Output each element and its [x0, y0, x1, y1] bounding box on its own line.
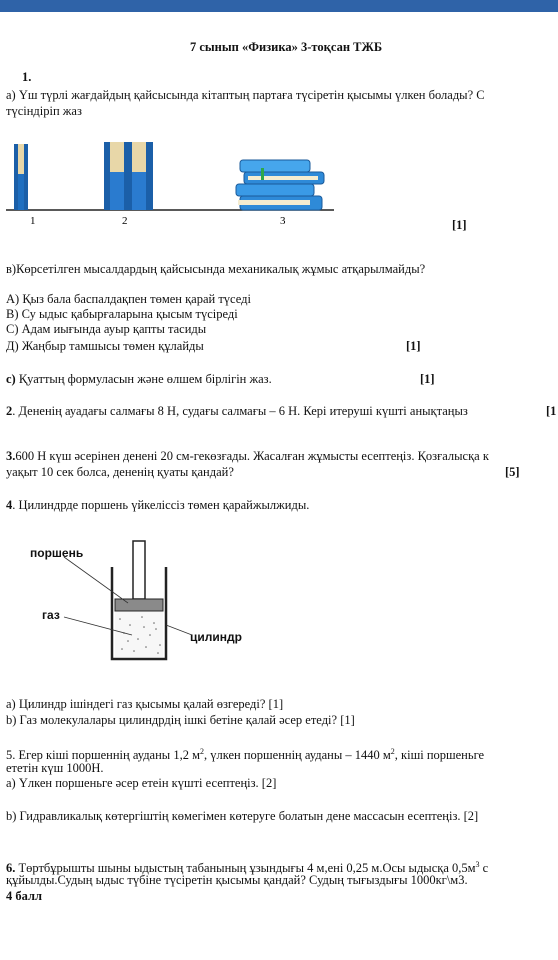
- q5-line1-c: , кіші поршеньге: [394, 748, 485, 763]
- q1-c-prefix: c): [6, 372, 16, 386]
- q1-c-text: Қуаттың формуласын және өлшем бірлігін жаз.: [15, 372, 272, 386]
- q3-score: [5]: [505, 465, 520, 479]
- q4-b: b) Газ молекулалары цилиндрдің ішкі бетіне қалай әсер етеді? [1]: [6, 713, 355, 727]
- q2-text: [6, 404, 468, 419]
- fig-label-2: 2: [122, 215, 128, 227]
- label-gas: газ: [42, 608, 60, 622]
- q3-line1: [6, 449, 489, 464]
- q3-number: 3.: [6, 449, 16, 463]
- page-title: 7 сынып «Физика» 3-тоқсан ТЖБ: [190, 40, 383, 54]
- label-cylinder: цилиндр: [190, 630, 242, 644]
- q2-number: 2: [6, 404, 13, 418]
- q5-line2: ететін күш 1000Н.: [6, 761, 104, 775]
- q1-c-question: [6, 372, 272, 387]
- q3-body: 600 Н күш әсерінен денені 20 см-гекөзғады. Жасалған жұмысты есептеңіз. Қозғалысқа к: [15, 449, 489, 463]
- q1-a-line1: а) Үш түрлі жағдайдың қайсысында кітаптың партаға түсіретін қысымы үлкен болады? С: [6, 88, 485, 102]
- q2-body: . Дененің ауадағы салмағы 8 Н, судағы салмағы – 6 Н. Кері итеруші күшті анықтаңыз: [12, 404, 468, 418]
- q1-a-score: [1]: [452, 218, 467, 232]
- top-bar: [0, 0, 558, 12]
- q5-sup-1: 2: [199, 747, 204, 756]
- q6-score: 4 балл: [6, 889, 43, 903]
- q3-line2: уақыт 10 сек болса, дененің қуаты қандай?: [6, 465, 234, 479]
- label-piston: поршень: [30, 546, 84, 560]
- q5-line1-b: , үлкен поршеннің ауданы – 1440 м: [203, 748, 391, 763]
- q5-sup-2: 2: [390, 747, 395, 756]
- q1-a-line2: түсіндіріп жаз: [6, 104, 82, 118]
- q1-option-d: Д) Жаңбыр тамшысы төмен құлайды: [6, 339, 204, 353]
- q6-line1-a: Төртбұрышты шыны ыдыстың табанының ұзындығы 4 м,ені 0,25 м.Осы ыдысқа 0,5м: [15, 861, 476, 876]
- q5-a: а) Үлкен поршеньге әсер етеін күшті есептеңіз. [2]: [6, 776, 277, 790]
- q4-number: 4: [6, 498, 13, 512]
- q6-line2: құйылды.Судың ыдыс түбіне түсіретін қысымы қандай? Судың тығыздығы 1000кг\м3.: [6, 873, 468, 887]
- q1-option-c: С) Адам иығында ауыр қапты тасиды: [6, 322, 207, 336]
- q4-body: . Цилиндрде поршень үйкеліссіз төмен қарайжылжиды.: [12, 498, 310, 512]
- q1-option-b: В) Су ыдыс қабырғаларына қысым түсіреді: [6, 307, 238, 321]
- q6-sup: 3: [475, 860, 480, 869]
- q1-b-question: в)Көрсетілген мысалдардың қайсысында механикалық жұмыс атқарылмайды?: [6, 262, 426, 276]
- q4-text: [6, 498, 309, 513]
- q4-a: а) Цилиндр ішіндегі газ қысымы қалай өзгереді? [1]: [6, 697, 284, 711]
- q1-option-a: А) Қыз бала баспалдақпен төмен қарай түседі: [6, 292, 251, 306]
- q1-c-score: [1]: [420, 372, 435, 386]
- q6-number: 6.: [6, 861, 16, 876]
- q2-score: [1: [546, 404, 557, 418]
- q5-line1-a: 5. Егер кіші поршеннің ауданы 1,2 м: [6, 748, 200, 763]
- q1-b-score: [1]: [406, 339, 421, 353]
- q1-number: 1.: [22, 70, 32, 84]
- fig-label-1: 1: [30, 215, 36, 227]
- books-figure: [4, 130, 344, 230]
- q6-line1-b: с: [479, 861, 489, 876]
- q5-b: b) Гидравликалық көтергіштің көмегімен көтеруге болатын дене массасын есептеңіз. [2]: [6, 809, 479, 823]
- fig-label-3: 3: [280, 215, 286, 227]
